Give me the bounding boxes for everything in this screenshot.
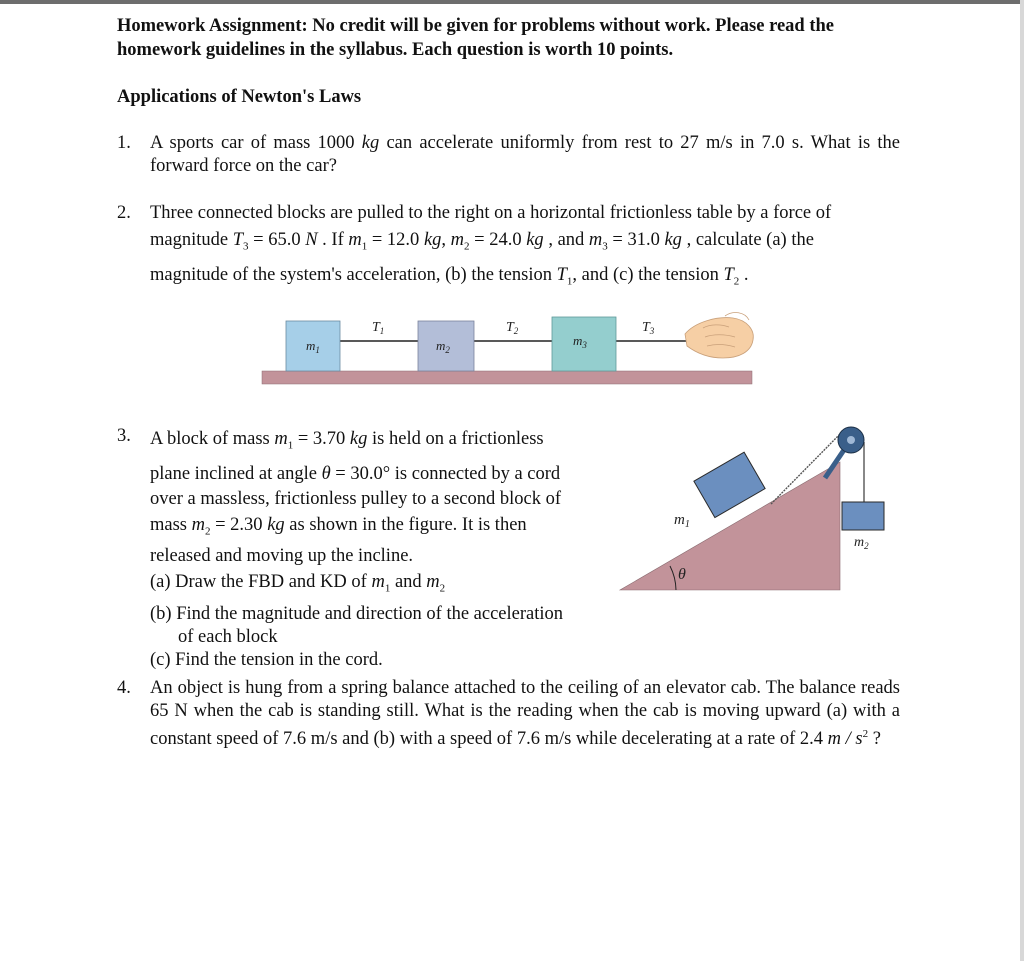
- label-m3: $m_3$: [573, 333, 587, 350]
- section-title: Applications of Newton's Laws: [117, 87, 362, 107]
- question-number: 3.: [117, 426, 131, 446]
- label-m2: $m_2$: [436, 338, 450, 355]
- label-T1: $T_1$: [372, 320, 385, 336]
- header-line-2: homework guidelines in the syllabus. Each question is worth 10 points.: [117, 40, 674, 60]
- header-line-1: Homework Assignment: No credit will be given for problems without work. Please read the: [117, 16, 835, 36]
- label-T3: $T_3$: [642, 320, 655, 336]
- question-text: An object is hung from a spring balance attached to the ceiling of an elevator cab. The balance reads 65 N when the cab is standing still. What is the reading when the cab is moving upward (a) with a constant speed of 7.6 m/s and (b) with a speed of 7.6 m/s while decelerating at a rate of 2.4 m / $s^2$ ?: [150, 678, 900, 750]
- label-theta: θ: [678, 566, 686, 583]
- pulley-axle: [847, 436, 855, 444]
- question-number: 2.: [117, 203, 131, 223]
- window-top-border: [0, 0, 1024, 4]
- question-text: Three connected blocks are pulled to the right on a horizontal frictionless table by a force of magnitude $T_3 = 65.0$ N . If $m_1 = 12.0$ kg, $m_2 = 24.0$ kg , and $m_3 = 31.0$ kg , calculate (a) the magnitude of the system's acceleration, (b) the tension $T_1$, and (c) the tension $T_2$ .: [150, 203, 832, 288]
- question-number: 4.: [117, 678, 131, 698]
- block-m1: [694, 452, 765, 517]
- question-number: 1.: [117, 133, 131, 153]
- question-text: A sports car of mass 1000 kg can accelerate uniformly from rest to 27 m/s in 7.0 s. What is the forward force on the car?: [150, 133, 900, 176]
- incline-pulley-figure: [618, 420, 898, 595]
- block-m2: [842, 502, 884, 530]
- scrollbar-track[interactable]: [1020, 0, 1024, 961]
- question-2: [117, 202, 900, 295]
- table: [262, 371, 752, 384]
- three-blocks-figure: [255, 304, 760, 388]
- question-4: [117, 677, 900, 751]
- label-m2: $m_2$: [854, 535, 869, 551]
- label-m1: $m_1$: [306, 338, 320, 355]
- question-1: [117, 132, 900, 178]
- label-T2: $T_2$: [506, 320, 519, 336]
- label-m1: $m_1$: [674, 512, 690, 530]
- question-text: A block of mass $m_1 = 3.70$ kg is held on a frictionless plane inclined at angle θ = 30.0° is connected by a cord over a massless, frictionless pulley to a second block of mass $m_2 = 2.30$ kg as shown in the figure. It is then released and moving up the incline. (a) Draw the FBD and KD of $m_1$ and $m_2$ (b) Find the magnitude and direction of the acceleration of each block (c) Find the tension in the cord.: [150, 429, 564, 671]
- hand-icon: [685, 313, 753, 358]
- document-page: [117, 14, 900, 750]
- homework-header: [117, 14, 900, 62]
